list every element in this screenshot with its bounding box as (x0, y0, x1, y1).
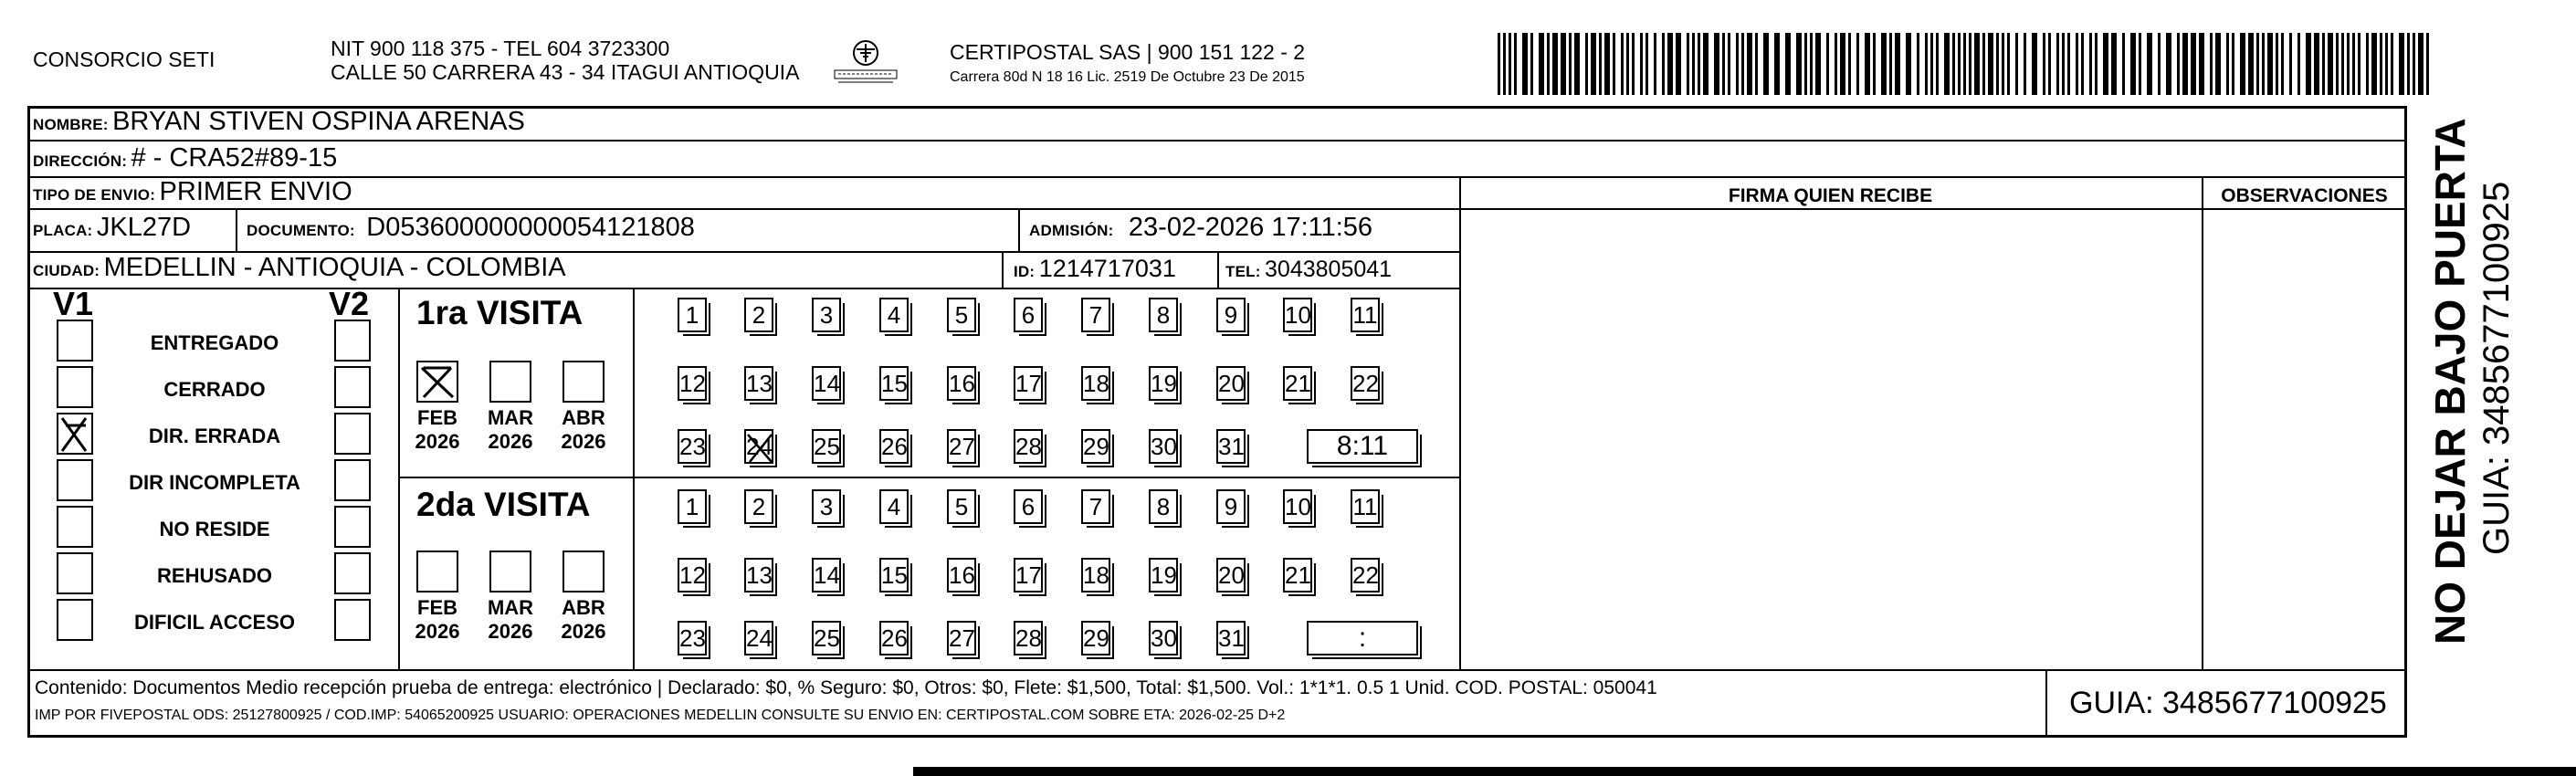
month-year: 2026 (488, 620, 533, 643)
day-cell[interactable]: 4 (879, 489, 909, 524)
admision-value: 23-02-2026 17:11:56 (1128, 213, 1373, 242)
v1-checkbox[interactable] (57, 320, 93, 362)
month-name: FEB (417, 406, 457, 429)
placa-label: PLACA: (33, 222, 93, 239)
day-cell[interactable]: 31 (1216, 621, 1246, 655)
month-label (483, 596, 538, 644)
day-cell[interactable]: 28 (1014, 621, 1043, 655)
month-checkbox[interactable] (416, 551, 458, 592)
month-year: 2026 (415, 430, 460, 453)
day-cell[interactable]: 12 (678, 366, 707, 401)
v2-checkbox[interactable] (334, 599, 371, 641)
month-checkbox[interactable] (563, 361, 605, 403)
admision-row (1029, 213, 1372, 243)
direccion-row (33, 143, 337, 173)
day-cell[interactable]: 26 (879, 429, 909, 464)
v1-checkbox[interactable] (57, 599, 93, 641)
tel-value: 3043805041 (1265, 257, 1393, 282)
tipo-value: PRIMER ENVIO (159, 177, 352, 206)
day-cell[interactable]: 13 (744, 366, 773, 401)
status-label: REHUSADO (157, 564, 272, 587)
month-name: MAR (487, 596, 534, 619)
month-year: 2026 (415, 620, 460, 643)
address-line: CALLE 50 CARRERA 43 - 34 ITAGUI ANTIOQUIA (331, 60, 800, 84)
day-cell[interactable]: 21 (1283, 366, 1312, 401)
day-cell[interactable]: 17 (1014, 558, 1043, 592)
day-cell[interactable]: 20 (1216, 366, 1246, 401)
day-cell[interactable]: 5 (947, 489, 976, 524)
day-cell[interactable]: 9 (1216, 298, 1246, 332)
status-label: CERRADO (163, 378, 266, 401)
tipo-label: TIPO DE ENVIO: (33, 186, 156, 204)
month-label (410, 596, 465, 644)
v1-checkbox[interactable] (57, 506, 93, 548)
v2-header: V2 (329, 285, 370, 322)
documento-row (247, 213, 695, 243)
day-cell[interactable]: 2 (744, 489, 773, 524)
v1-checkbox[interactable] (57, 552, 93, 594)
admision-label: ADMISIÓN: (1029, 222, 1114, 239)
day-cell[interactable]: 23 (678, 429, 707, 464)
day-cell[interactable]: 13 (744, 558, 773, 592)
no-dejar-bajo-puerta: NO DEJAR BAJO PUERTA (2426, 118, 2474, 645)
day-cell[interactable]: 27 (947, 621, 976, 655)
nombre-label: NOMBRE: (33, 116, 109, 133)
day-cell[interactable]: 30 (1149, 429, 1178, 464)
day-cell[interactable]: 19 (1149, 558, 1178, 592)
footer-guia-box (2045, 669, 2407, 738)
id-row (1014, 255, 1176, 283)
day-cell[interactable]: 25 (812, 429, 841, 464)
day-cell[interactable]: 10 (1283, 298, 1312, 332)
nombre-row (33, 107, 525, 137)
month-label (556, 596, 611, 644)
documento-label: DOCUMENTO: (247, 222, 355, 239)
day-cell[interactable]: 3 (812, 298, 841, 332)
day-cell[interactable]: 3 (812, 489, 841, 524)
v2-checkbox[interactable] (334, 413, 371, 455)
day-cell[interactable]: 14 (812, 558, 841, 592)
day-cell[interactable]: 23 (678, 621, 707, 655)
v1-checkbox[interactable] (57, 459, 93, 501)
v2-checkbox[interactable] (334, 320, 371, 362)
month-label (483, 406, 538, 454)
v1-header: V1 (53, 285, 94, 322)
footer-guia: GUIA: 3485677100925 (2069, 686, 2387, 720)
day-cell[interactable]: 12 (678, 558, 707, 592)
barcode (1498, 33, 2436, 95)
day-cell[interactable]: 18 (1081, 558, 1110, 592)
day-cell[interactable]: 8 (1149, 489, 1178, 524)
day-cell[interactable]: 6 (1014, 298, 1043, 332)
day-cell[interactable]: 21 (1283, 558, 1312, 592)
day-cell[interactable]: 31 (1216, 429, 1246, 464)
day-cell[interactable]: 14 (812, 366, 841, 401)
side-guia: GUIA: 3485677100925 (2476, 181, 2517, 555)
certipostal-line: CERTIPOSTAL SAS | 900 151 122 - 2 (950, 40, 1306, 64)
month-label (410, 406, 465, 454)
direccion-label: DIRECCIÓN: (33, 152, 128, 170)
tel-row (1225, 257, 1392, 283)
day-cell[interactable]: 30 (1149, 621, 1178, 655)
status-label: NO RESIDE (159, 518, 270, 540)
day-cell[interactable]: 20 (1216, 558, 1246, 592)
status-label: DIR. ERRADA (148, 425, 281, 447)
id-label: ID: (1014, 263, 1036, 280)
day-check-mark (746, 431, 773, 464)
month-label (556, 406, 611, 454)
tipo-row (33, 177, 352, 207)
time-field[interactable]: 8:11 (1307, 429, 1418, 464)
month-name: MAR (487, 406, 534, 429)
nit-line: NIT 900 118 375 - TEL 604 3723300 (331, 37, 670, 60)
day-cell[interactable]: 15 (879, 558, 909, 592)
placa-row (33, 213, 191, 243)
ciudad-value: MEDELLIN - ANTIOQUIA - COLOMBIA (103, 253, 566, 282)
day-cell[interactable]: 11 (1351, 489, 1380, 524)
month-name: ABR (562, 596, 605, 619)
day-cell[interactable]: 16 (947, 366, 976, 401)
observaciones-header: OBSERVACIONES (2221, 185, 2388, 206)
day-cell[interactable]: 17 (1014, 366, 1043, 401)
day-cell[interactable]: 5 (947, 298, 976, 332)
day-cell[interactable]: 7 (1081, 489, 1110, 524)
day-cell[interactable]: 8 (1149, 298, 1178, 332)
month-year: 2026 (561, 430, 606, 453)
v2-checkbox[interactable] (334, 506, 371, 548)
day-cell[interactable]: 25 (812, 621, 841, 655)
month-name: FEB (417, 596, 457, 619)
placa-value: JKL27D (96, 213, 192, 242)
footer-imp: IMP POR FIVEPOSTAL ODS: 25127800925 / COD.IMP: 54065200925 USUARIO: OPERACIONES MEDELLIN CONSULTE SU ENVIO EN: CERTIPOSTAL.COM SOBRE ETA: 2026-02-25 D+2 (35, 708, 1286, 723)
day-cell[interactable]: 2 (744, 298, 773, 332)
month-checkbox[interactable] (489, 551, 531, 592)
day-cell[interactable]: 24 (744, 621, 773, 655)
company-name: CONSORCIO SETI (33, 47, 216, 71)
day-cell[interactable]: 29 (1081, 429, 1110, 464)
certipostal-license: Carrera 80d N 18 16 Lic. 2519 De Octubre 23 De 2015 (950, 69, 1305, 85)
v1-checkbox[interactable] (57, 366, 93, 408)
month-checkbox[interactable] (563, 551, 605, 592)
day-cell[interactable]: 6 (1014, 489, 1043, 524)
v1-checkbox[interactable] (57, 413, 93, 455)
status-label: DIR INCOMPLETA (129, 471, 300, 494)
day-cell[interactable]: 19 (1149, 366, 1178, 401)
ciudad-row (33, 253, 566, 283)
first-visit-title: 1ra VISITA (416, 294, 584, 331)
day-cell[interactable]: 22 (1351, 366, 1380, 401)
day-cell[interactable]: 26 (879, 621, 909, 655)
month-checkbox[interactable] (416, 361, 458, 403)
day-cell[interactable]: 11 (1351, 298, 1380, 332)
v2-checkbox[interactable] (334, 366, 371, 408)
day-cell[interactable]: 7 (1081, 298, 1110, 332)
bottom-edge (913, 767, 2576, 776)
second-visit-title: 2da VISITA (416, 486, 591, 523)
documento-value: D053600000000054121808 (366, 213, 695, 242)
status-label: DIFICIL ACCESO (133, 611, 295, 634)
certipostal-logo (833, 37, 899, 88)
firma-header: FIRMA QUIEN RECIBE (1728, 185, 1933, 206)
id-value: 1214717031 (1038, 255, 1176, 282)
day-cell[interactable]: 27 (947, 429, 976, 464)
day-cell[interactable]: 22 (1351, 558, 1380, 592)
time-field[interactable]: : (1307, 621, 1418, 655)
day-cell[interactable]: 10 (1283, 489, 1312, 524)
v2-checkbox[interactable] (334, 552, 371, 594)
month-year: 2026 (561, 620, 606, 643)
day-cell[interactable]: 28 (1014, 429, 1043, 464)
day-cell[interactable]: 16 (947, 558, 976, 592)
footer-content: Contenido: Documentos Medio recepción prueba de entrega: electrónico | Declarado: $0, % Seguro: $0, Otros: $0, Flete: $1,500, Total: $1,500. Vol.: 1*1*1. 0.5 1 Unid. COD. POSTAL: 050041 (35, 677, 1657, 698)
status-label: ENTREGADO (150, 331, 279, 354)
day-cell[interactable]: 1 (678, 489, 707, 524)
nombre-value: BRYAN STIVEN OSPINA ARENAS (112, 107, 525, 136)
day-cell[interactable]: 9 (1216, 489, 1246, 524)
month-checkbox[interactable] (489, 361, 531, 403)
month-year: 2026 (488, 430, 533, 453)
v2-checkbox[interactable] (334, 459, 371, 501)
day-cell[interactable]: 15 (879, 366, 909, 401)
day-cell[interactable]: 29 (1081, 621, 1110, 655)
ciudad-label: CIUDAD: (33, 262, 100, 279)
day-cell[interactable]: 1 (678, 298, 707, 332)
direccion-value: # - CRA52#89-15 (131, 143, 338, 173)
day-cell[interactable]: 24 (744, 429, 773, 464)
day-cell[interactable]: 4 (879, 298, 909, 332)
month-name: ABR (562, 406, 605, 429)
tel-label: TEL: (1225, 263, 1261, 280)
day-cell[interactable]: 18 (1081, 366, 1110, 401)
